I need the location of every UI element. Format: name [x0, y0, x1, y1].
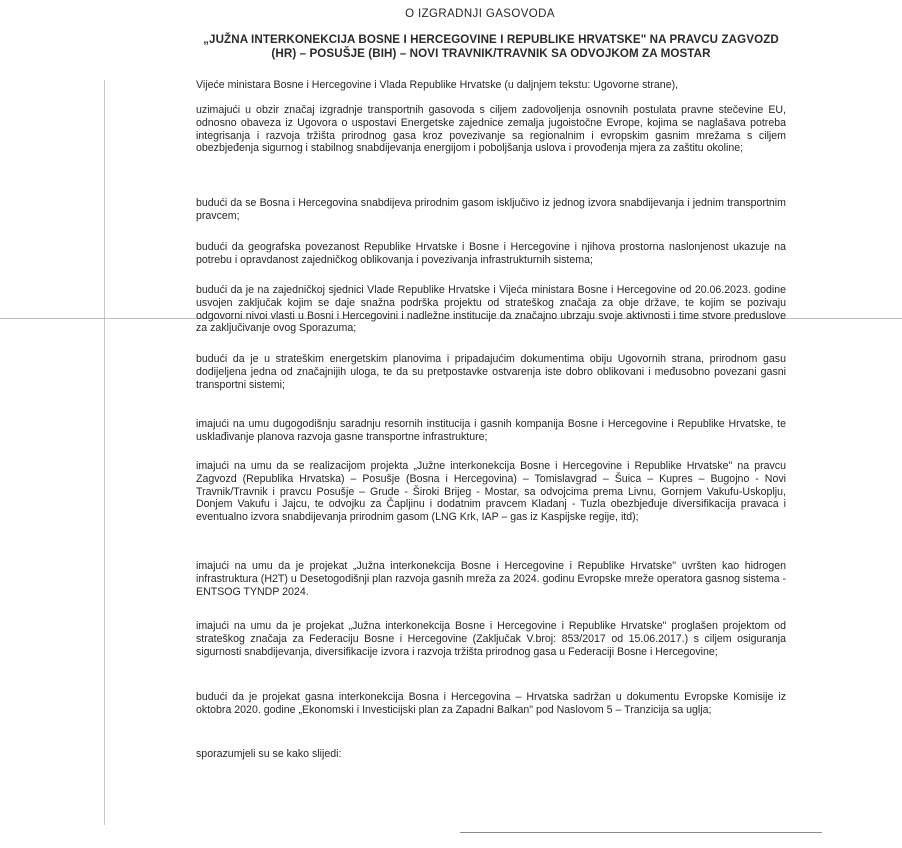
document-title: O IZGRADNJI GASOVODA	[405, 8, 555, 20]
paragraph: uzimajući u obzir značaj izgradnje transportnih gasovoda s ciljem zadovoljenja osnovnih postulata pravne stečevine EU, odnosno obaveza iz Ugovora o uspostavi Energetske zajednice zemalja jugoistočne Evrope, kojima se naglašava potreba integrisanja i razvoja tržišta prirodnog gasa kroz povezivanje sa regionalnim i evropskim gasnim mrežama s ciljem obezbjeđenja sigurnog i stabilnog snabdijevanja energijom i poboljšanja uslova i provođenja mjera za zaštitu okoline;	[196, 104, 786, 155]
paragraph: imajući na umu da je projekat „Južna interkonekcija Bosne i Hercegovine i Republike Hrvatske" uvršten kao hidrogen infrastruktura (H2T) u Desetogodišnji plan razvoja gasnih mreža za 2024. godinu Evropske mreže operatora gasnog sistema - ENTSOG TYNDP 2024.	[196, 560, 786, 598]
document-subtitle: „JUŽNA INTERKONEKCIJA BOSNE I HERCEGOVINE I REPUBLIKE HRVATSKE" NA PRAVCU ZAGVOZD (HR) – POSUŠJE (BIH) – NOVI TRAVNIK/TRAVNIK SA ODVOJKOM ZA MOSTAR	[203, 33, 779, 60]
intro-paragraph: Vijeće ministara Bosne i Hercegovine i Vlada Republike Hrvatske (u daljnjem tekstu: Ugovorne strane),	[196, 79, 679, 91]
paragraph: budući da je na zajedničkoj sjednici Vlade Republike Hrvatske i Vijeća ministara Bosne i Hercegovine od 20.06.2023. godine usvojen zaključak kojim se daje snažna podrška projektu od strateškog značaja za obje države, te kojim se pozivaju odgovorni nivoi vlasti u Bosni i Hercegovini i nadležne institucije da značajno ubrzaju svoje aktivnosti i time stvore preduslove za zaključivanje ovog Sporazuma;	[196, 284, 786, 335]
closing-line: sporazumjeli su se kako slijedi:	[196, 748, 342, 760]
paragraph: imajući na umu dugogodišnju saradnju resornih institucija i gasnih kompanija Bosne i Hercegovine i Republike Hrvatske, te usklađivanje planova razvoja gasne transportne infrastrukture;	[196, 418, 786, 443]
paragraph: imajući na umu da je projekat „Južna interkonekcija Bosne i Hercegovine i Republike Hrvatske" proglašen projektom od strateškog značaja za Federaciju Bosne i Hercegovine (Zaključak V.broj: 853/2017 od 15.06.2017.) s ciljem osiguranja sigurnosti snabdijevanja, diversifikacije izvora i razvoja tržišta prirodnog gasa u Federaciji Bosne i Hercegovine;	[196, 620, 786, 658]
paragraph: budući da je u strateškim energetskim planovima i pripadajućim dokumentima obiju Ugovornih strana, prirodnom gasu dodijeljena jedna od značajnijih uloga, te da su pretpostavke ostvarenja iste dobro oblikovani i međusobno povezani gasni transportni sistemi;	[196, 353, 786, 391]
paragraph: budući da se Bosna i Hercegovina snabdijeva prirodnim gasom isključivo iz jednog izvora snabdijevanja i jednim transportnim pravcem;	[196, 197, 786, 222]
paragraph: budući da je projekat gasna interkonekcija Bosna i Hercegovina – Hrvatska sadržan u dokumentu Evropske Komisije iz oktobra 2020. godine „Ekonomski i Investicijski plan za Zapadni Balkan" pod Naslovom 5 – Tranzicija sa uglja;	[196, 691, 786, 716]
bottom-rule	[460, 832, 822, 833]
paragraph: budući da geografska povezanost Republike Hrvatske i Bosne i Hercegovine i njihova prostorna naslonjenost ukazuje na potrebu i opravdanost zajedničkog oblikovanja i povezivanja infrastrukturnih sistema;	[196, 241, 786, 266]
scan-margin-line	[104, 80, 105, 825]
paragraph: imajući na umu da se realizacijom projekta „Južne interkonekcija Bosne i Hercegovine i Republike Hrvatske" na pravcu Zagvozd (Republika Hrvatska) – Posušje (Bosna i Hercegovina) – Tomislavgrad – Šuica – Kupres – Bugojno - Novi Travnik/Travnik i pravcu Posušje – Grude - Široki Brijeg - Mostar, sa odvojcima prema Livnu, Gornjem Vakufu-Uskoplju, Donjem Vakufu i Jajcu, te odvojku za Čapljinu i dodatnim pravcem Kladanj - Tuzla obezbjeđuje diversifikacija pravaca i eventualno izvora snabdijevanja prirodnim gasom (LNG Krk, IAP – gas iz Kaspijske regije, itd);	[196, 460, 786, 524]
